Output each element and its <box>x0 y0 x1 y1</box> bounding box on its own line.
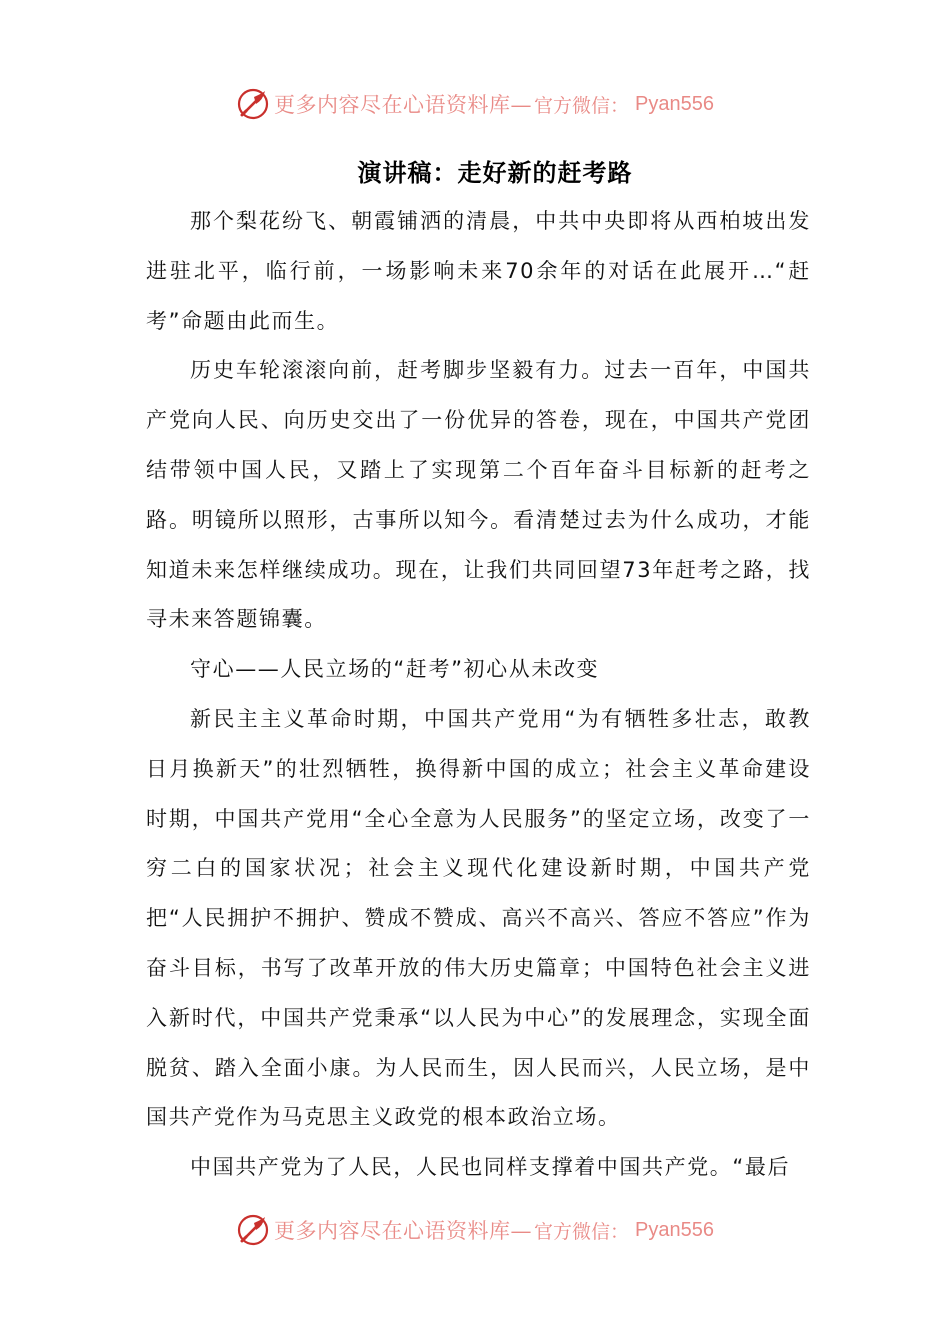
banner-slogan: 更多内容尽在心语资料库— <box>274 1219 532 1243</box>
banner-wechat-id: Pyan556 <box>635 1218 714 1241</box>
banner-wechat-label: 官方微信： <box>534 1220 630 1243</box>
document-body <box>146 197 811 1193</box>
section-heading: 守心——人民立场的“赶考”初心从未改变 <box>190 657 600 682</box>
footer-banner <box>0 1210 950 1250</box>
quill-logo-icon <box>236 87 270 121</box>
banner-wechat-id: Pyan556 <box>635 92 714 115</box>
paragraph: 新民主主义革命时期，中国共产党用“为有牺牲多壮志，敢教日月换新天”的壮烈牺牲，换得新中国的成立；社会主义革命建设时期，中国共产党用“全心全意为人民服务”的坚定立场，改变了一穷二白的国家状况；社会主义现代化建设新时期，中国共产党把“人民拥护不拥护、赞成不赞成、高兴不高兴、答应不答应”作为奋斗目标，书写了改革开放的伟大历史篇章；中国特色社会主义进入新时代，中国共产党秉承“以人民为中心”的发展理念，实现全面脱贫、踏入全面小康。为人民而生，因人民而兴，人民立场，是中国共产党作为马克思主义政党的根本政治立场。 <box>146 706 811 1130</box>
banner-slogan: 更多内容尽在心语资料库— <box>274 93 532 117</box>
quill-logo-icon <box>236 1213 270 1247</box>
paragraph: 历史车轮滚滚向前，赶考脚步坚毅有力。过去一百年，中国共产党向人民、向历史交出了一份优异的答卷，现在，中国共产党团结带领中国人民，又踏上了实现第二个百年奋斗目标新的赶考之路。明镜所以照形，古事所以知今。看清楚过去为什么成功，才能知道未来怎样继续成功。现在，让我们共同回望73年赶考之路，找寻未来答题锦囊。 <box>146 358 811 632</box>
paragraph: 中国共产党为了人民，人民也同样支撑着中国共产党。“最后 <box>190 1155 791 1180</box>
banner-wechat-label: 官方微信： <box>534 94 630 117</box>
document-title: 演讲稿：走好新的赶考路 <box>357 158 633 187</box>
paragraph: 那个梨花纷飞、朝霞铺洒的清晨，中共中央即将从西柏坡出发进驻北平，临行前，一场影响未来70余年的对话在此展开…“赶考”命题由此而生。 <box>146 209 811 333</box>
header-banner <box>0 84 950 124</box>
